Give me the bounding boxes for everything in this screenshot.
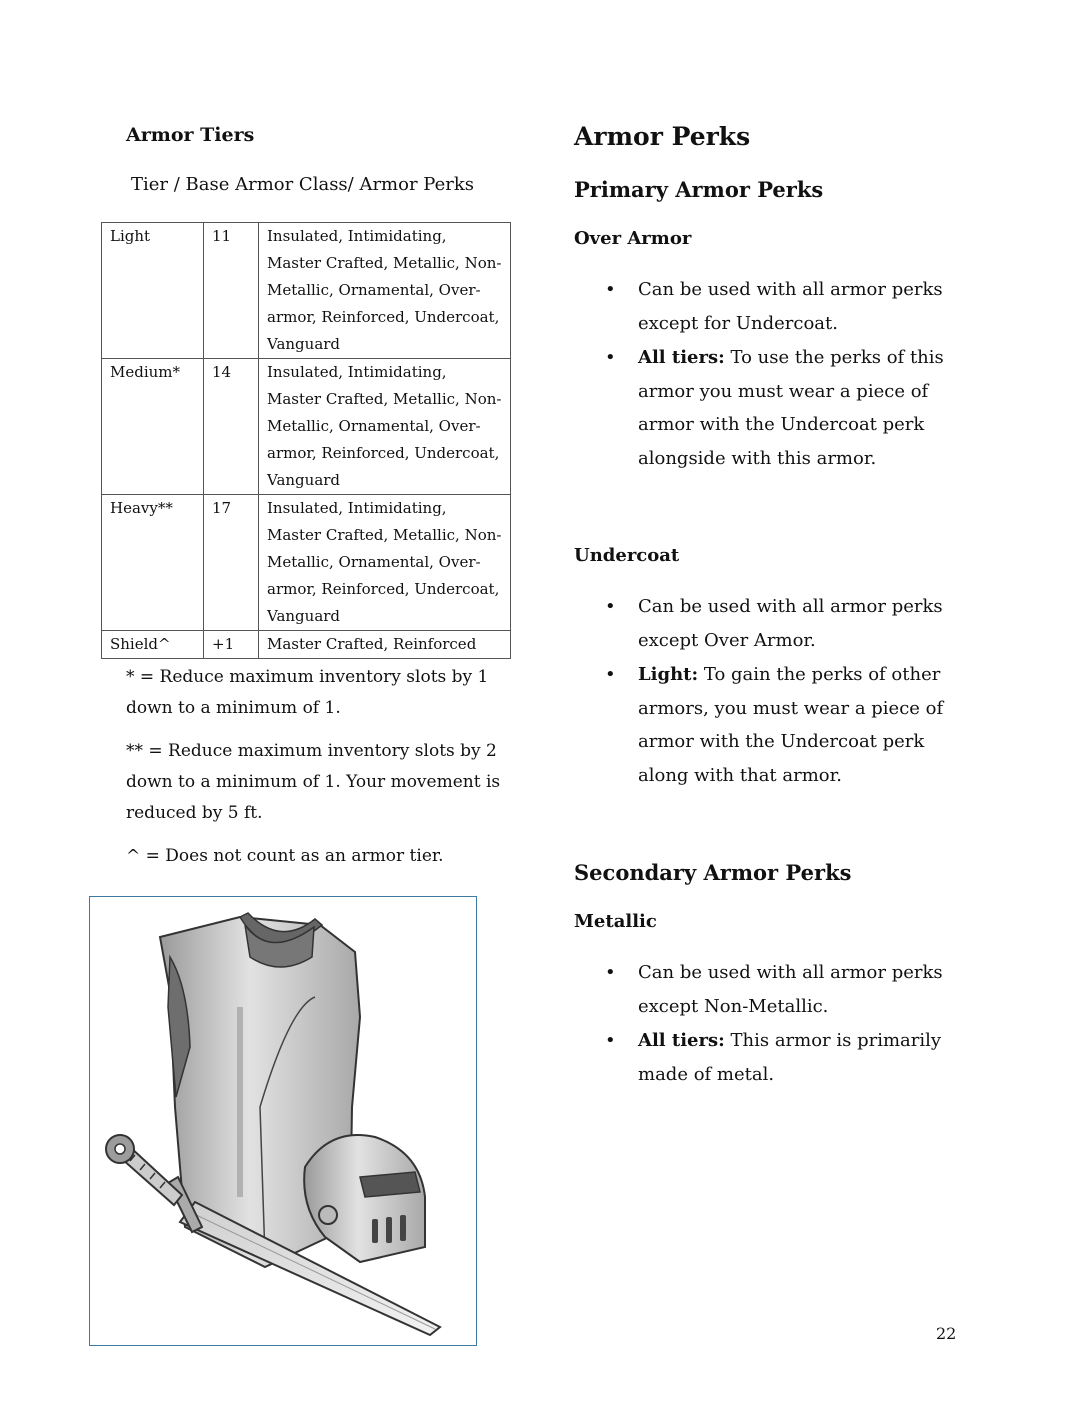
tier-footnotes xyxy=(126,662,511,884)
ac-cell: 14 xyxy=(204,359,259,495)
page-number: 22 xyxy=(936,1324,957,1343)
tier-cell: Shield^ xyxy=(102,631,204,659)
table-row xyxy=(102,495,511,631)
perks-cell: Master Crafted, Reinforced xyxy=(259,631,511,659)
over-armor-heading: Over Armor xyxy=(574,228,692,249)
list-item: • Light: To gain the perks of other armors, you must wear a piece of armor with the Undercoat perk along with that armor. xyxy=(574,658,974,792)
list-item: • Can be used with all armor perks except Non-Metallic. xyxy=(574,956,974,1023)
armor-perks-section xyxy=(574,122,974,1092)
table-row xyxy=(102,631,511,659)
list-item: • Can be used with all armor perks except Over Armor. xyxy=(574,590,974,657)
armor-tiers-table xyxy=(101,222,511,659)
ac-cell: 17 xyxy=(204,495,259,631)
over-armor-list xyxy=(574,273,974,475)
table-row xyxy=(102,359,511,495)
armor-perks-title: Armor Perks xyxy=(574,122,751,151)
armor-tiers-subtitle: Tier / Base Armor Class/ Armor Perks xyxy=(131,174,474,195)
list-item: • All tiers: This armor is primarily made of metal. xyxy=(574,1024,974,1091)
tier-cell: Medium* xyxy=(102,359,204,495)
tier-cell: Heavy** xyxy=(102,495,204,631)
metallic-list xyxy=(574,956,974,1091)
armor-illustration xyxy=(89,896,477,1346)
primary-perks-heading: Primary Armor Perks xyxy=(574,177,824,202)
footnote-shield: ^ = Does not count as an armor tier. xyxy=(126,846,444,866)
perks-cell: Insulated, Intimidating, Master Crafted, Metallic, Non-Metallic, Ornamental, Over-armor, Reinforced, Undercoat, Vanguard xyxy=(259,223,511,359)
undercoat-list xyxy=(574,590,974,792)
ac-cell: 11 xyxy=(204,223,259,359)
perks-cell: Insulated, Intimidating, Master Crafted, Metallic, Non-Metallic, Ornamental, Over-armor, Reinforced, Undercoat, Vanguard xyxy=(259,359,511,495)
ac-cell: +1 xyxy=(204,631,259,659)
undercoat-heading: Undercoat xyxy=(574,545,680,566)
table-row xyxy=(102,223,511,359)
footnote-heavy: ** = Reduce maximum inventory slots by 2 down to a minimum of 1. Your movement is reduced by 5 ft. xyxy=(126,741,501,823)
metallic-heading: Metallic xyxy=(574,911,657,932)
footnote-medium: * = Reduce maximum inventory slots by 1 down to a minimum of 1. xyxy=(126,667,489,718)
list-item: • All tiers: To use the perks of this armor you must wear a piece of armor with the Undercoat perk alongside with this armor. xyxy=(574,341,974,475)
perks-cell: Insulated, Intimidating, Master Crafted, Metallic, Non-Metallic, Ornamental, Over-armor, Reinforced, Undercoat, Vanguard xyxy=(259,495,511,631)
list-item: • Can be used with all armor perks except for Undercoat. xyxy=(574,273,974,340)
secondary-perks-heading: Secondary Armor Perks xyxy=(574,860,852,885)
tier-cell: Light xyxy=(102,223,204,359)
armor-sword-helmet-drawing xyxy=(90,897,476,1345)
armor-tiers-title: Armor Tiers xyxy=(126,124,255,146)
